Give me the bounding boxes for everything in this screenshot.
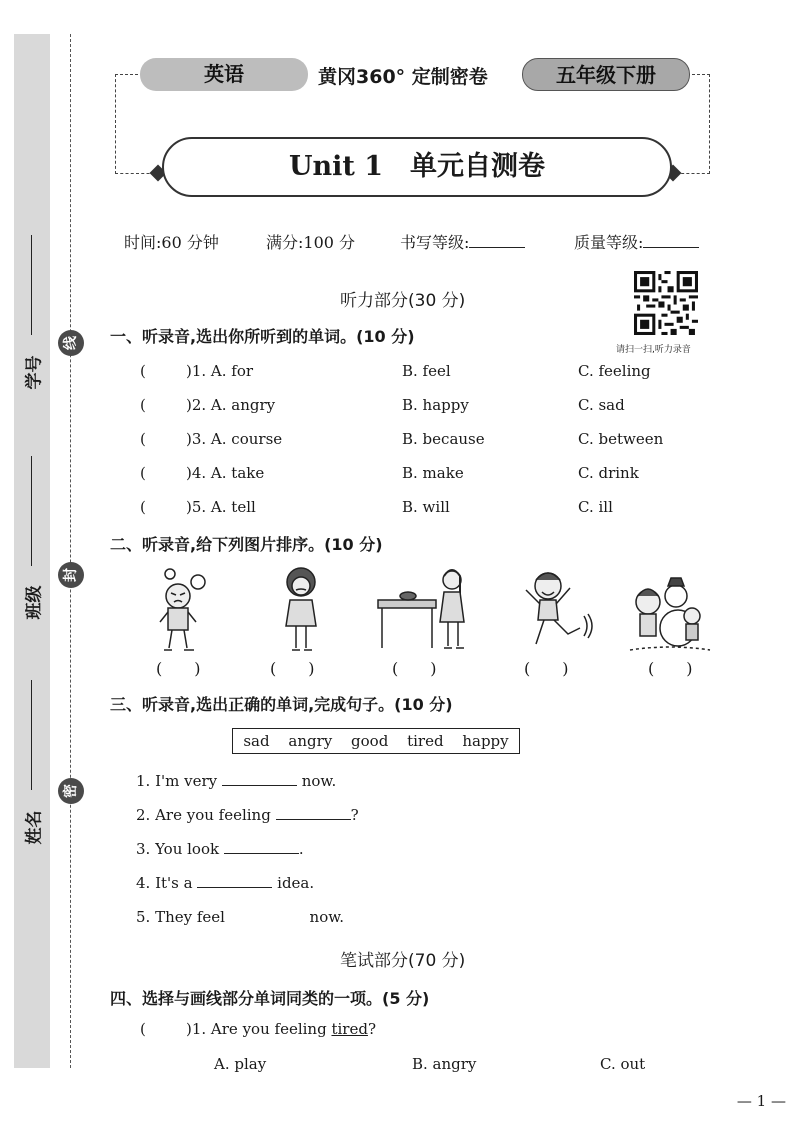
- happy-boy-picture: [514, 566, 594, 654]
- q1-option-b-1: B. feel: [402, 362, 451, 380]
- q3-blank-2[interactable]: [276, 806, 351, 820]
- word-bank-item: angry: [288, 732, 333, 750]
- q3-sentence-4: 4. It's a idea.: [136, 874, 315, 892]
- q1-option-c-5: C. ill: [578, 498, 613, 516]
- q2-answer-paren-1[interactable]: ( ): [156, 659, 201, 678]
- header-dash-right-v: [709, 74, 710, 174]
- angry-boy-picture: [150, 566, 210, 654]
- seal-line-dot: 线: [58, 330, 84, 356]
- q2-answer-paren-5[interactable]: ( ): [648, 659, 693, 678]
- q4-option-a: A. play: [214, 1055, 267, 1073]
- q1-option-a-1: )1. A. for: [186, 362, 254, 380]
- header-dash-left: [115, 74, 143, 75]
- seal-secret-dot: 密: [58, 778, 84, 804]
- q3-sentence-2: 2. Are you feeling ?: [136, 806, 359, 824]
- q4-heading: 四、选择与画线部分单词同类的一项。(5 分): [110, 989, 430, 1008]
- info-writing-grade: 书写等级:: [400, 230, 525, 253]
- q1-heading: 一、听录音,选出你所听到的单词。(10 分): [110, 327, 415, 346]
- brand-text: 黄冈360° 定制密卷: [318, 66, 488, 88]
- q3-blank-5[interactable]: [230, 908, 305, 922]
- q4-question-1: )1. Are you feeling tired?: [186, 1020, 376, 1038]
- word-bank-item: happy: [462, 732, 509, 750]
- info-full-score: 满分:100 分: [266, 233, 356, 252]
- binding-strip: [14, 34, 50, 1068]
- name-line: [31, 680, 32, 790]
- q2-answer-paren-4[interactable]: ( ): [524, 659, 569, 678]
- q1-answer-paren-5[interactable]: (: [140, 498, 146, 516]
- info-time: 时间:60 分钟: [124, 233, 219, 252]
- class-label: 班级: [24, 585, 45, 620]
- q1-answer-paren-3[interactable]: (: [140, 430, 146, 448]
- number-line: [31, 235, 32, 335]
- word-bank: [232, 728, 520, 754]
- q4-option-b: B. angry: [412, 1055, 477, 1073]
- q1-option-c-4: C. drink: [578, 464, 639, 482]
- q1-answer-paren-1[interactable]: (: [140, 362, 146, 380]
- q1-option-b-4: B. make: [402, 464, 464, 482]
- q3-blank-3[interactable]: [224, 840, 299, 854]
- page-number: — 1 —: [736, 1092, 786, 1110]
- q2-answer-paren-2[interactable]: ( ): [270, 659, 315, 678]
- q3-blank-1[interactable]: [222, 772, 297, 786]
- name-label: 姓名: [24, 810, 45, 845]
- snowman-picture: [628, 566, 712, 654]
- q3-blank-4[interactable]: [197, 874, 272, 888]
- q1-option-b-2: B. happy: [402, 396, 469, 414]
- info-quality-grade: 质量等级:: [574, 230, 699, 253]
- q1-option-a-3: )3. A. course: [186, 430, 283, 448]
- q4-option-c: C. out: [600, 1055, 646, 1073]
- word-bank-item: tired: [407, 732, 444, 750]
- q3-sentence-1: 1. I'm very now.: [136, 772, 337, 790]
- cut-line: [70, 34, 71, 1068]
- q3-sentence-3: 3. You look .: [136, 840, 304, 858]
- q1-answer-paren-2[interactable]: (: [140, 396, 146, 414]
- q1-option-c-1: C. feeling: [578, 362, 651, 380]
- q1-option-a-2: )2. A. angry: [186, 396, 276, 414]
- sad-girl-picture: [276, 566, 326, 654]
- q3-heading: 三、听录音,选出正确的单词,完成句子。(10 分): [110, 695, 453, 714]
- grade-pill: 五年级下册: [522, 58, 690, 91]
- q4-answer-paren-1[interactable]: (: [140, 1020, 146, 1038]
- written-title: 笔试部分(70 分): [340, 951, 466, 971]
- class-line: [31, 456, 32, 566]
- listening-title: 听力部分(30 分): [340, 291, 466, 311]
- q1-option-c-2: C. sad: [578, 396, 625, 414]
- q1-answer-paren-4[interactable]: (: [140, 464, 146, 482]
- q1-option-a-5: )5. A. tell: [186, 498, 256, 516]
- q1-option-b-5: B. will: [402, 498, 450, 516]
- q1-option-c-3: C. between: [578, 430, 664, 448]
- seal-seal-dot: 封: [58, 562, 84, 588]
- table-girl-picture: [376, 566, 472, 654]
- q2-answer-paren-3[interactable]: ( ): [392, 659, 437, 678]
- q3-sentence-5: 5. They feel now.: [136, 908, 345, 926]
- header-dash-right: [692, 74, 710, 75]
- number-label: 学号: [24, 355, 45, 390]
- q1-option-b-3: B. because: [402, 430, 485, 448]
- page-title: Unit 1 单元自测卷: [162, 137, 672, 197]
- subject-pill: 英语: [140, 58, 308, 91]
- header-dash-left-v: [115, 74, 116, 174]
- qr-caption: 请扫一扫,听力录音: [616, 345, 691, 355]
- qr-code-icon[interactable]: [634, 270, 698, 336]
- word-bank-item: good: [351, 732, 389, 750]
- word-bank-item: sad: [243, 732, 270, 750]
- q1-option-a-4: )4. A. take: [186, 464, 265, 482]
- q2-heading: 二、听录音,给下列图片排序。(10 分): [110, 535, 383, 554]
